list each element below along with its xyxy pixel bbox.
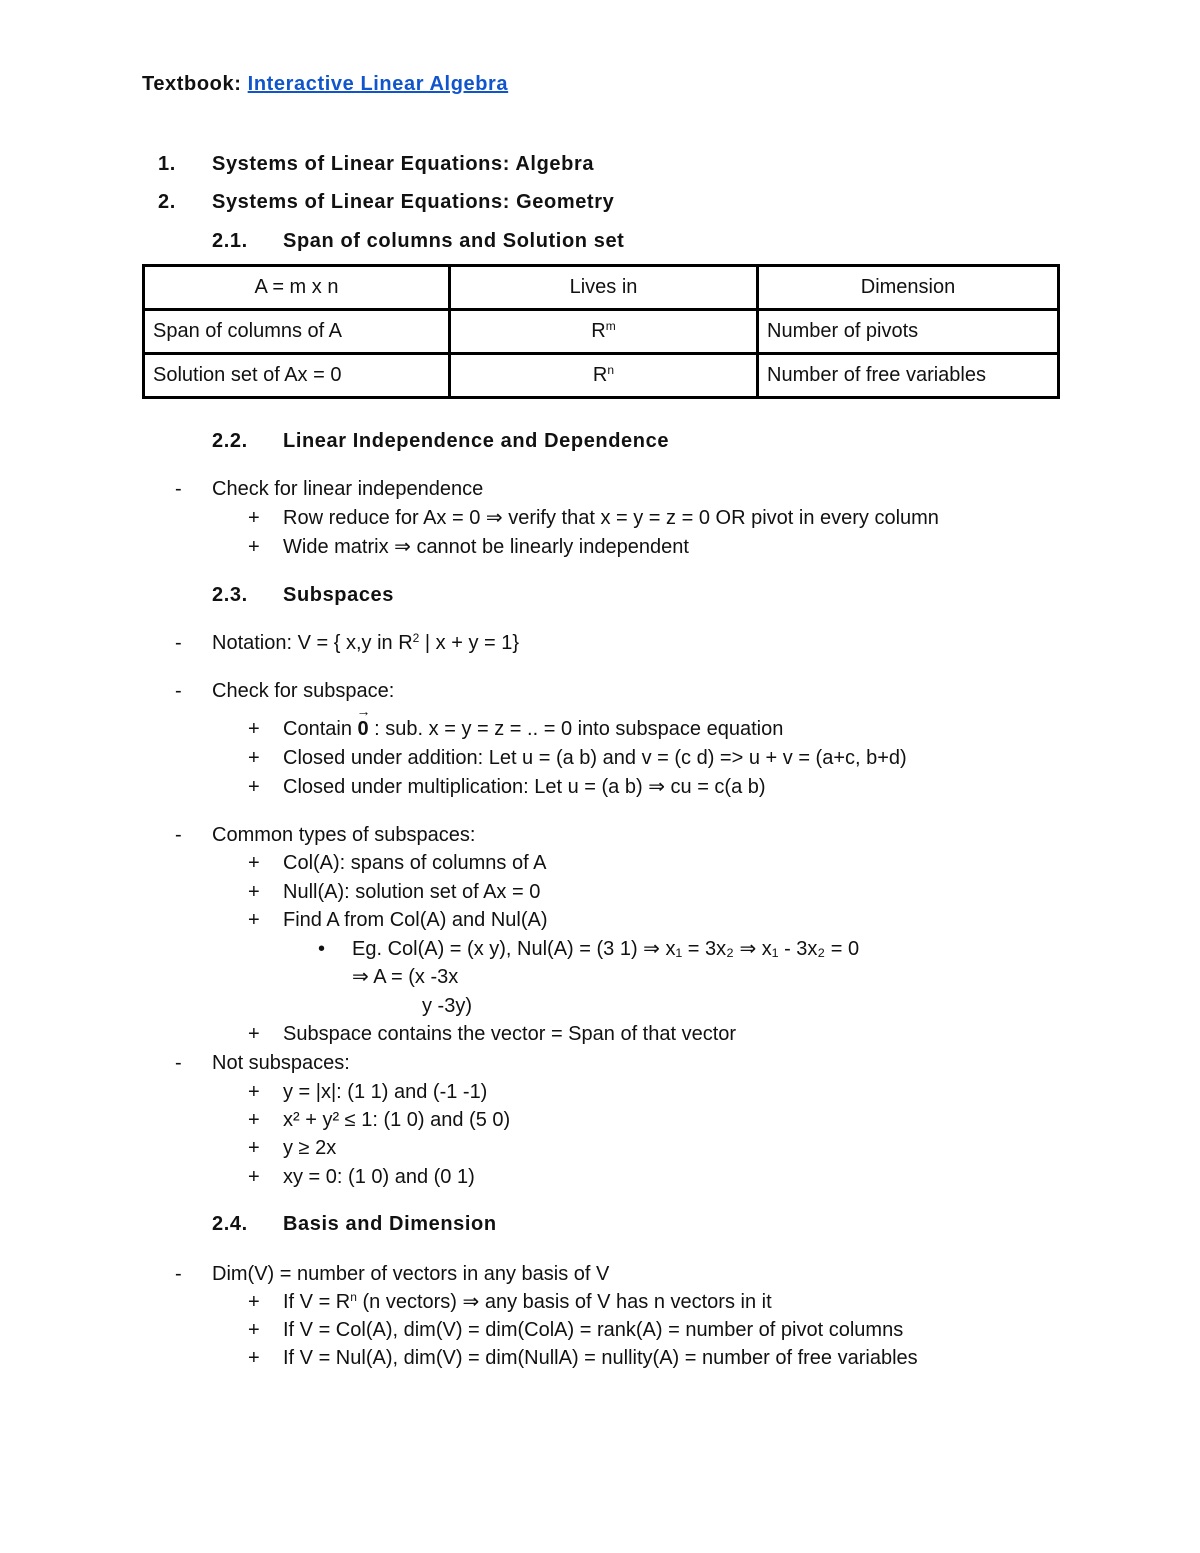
section-number-2-3: 2.3.: [212, 584, 248, 606]
contain-text: : sub. x = y = z = .. = 0 into subspace equation: [368, 718, 784, 740]
dash-bullet: -: [175, 680, 182, 702]
zero-vector-symbol: → 0: [358, 719, 369, 739]
outline-title-2: Systems of Linear Equations: Geometry: [212, 191, 615, 213]
notation-text: Notation: V = { x,y in R: [212, 632, 413, 654]
list-item: Not subspaces:: [212, 1052, 350, 1074]
list-item: Closed under addition: Let u = (a b) and v = (c d) => u + v = (a+c, b+d): [283, 747, 907, 769]
table-row: [144, 310, 1059, 354]
list-item: Common types of subspaces:: [212, 824, 476, 846]
plus-bullet: +: [248, 1319, 260, 1341]
span-solution-table: [142, 264, 1060, 399]
dash-bullet: -: [175, 632, 182, 654]
space-symbol: R: [592, 364, 608, 386]
table-row: [144, 354, 1059, 398]
rn-exponent: n: [350, 1290, 357, 1304]
section-number-2-4: 2.4.: [212, 1213, 248, 1235]
dash-bullet: -: [175, 478, 182, 500]
dot-bullet: •: [318, 938, 326, 960]
rn-text: (n vectors) ⇒ any basis of V has n vectors in it: [356, 1291, 772, 1313]
table-header-cell: Dimension: [758, 266, 1059, 310]
notation-exponent: 2: [412, 631, 420, 645]
plus-bullet: +: [248, 1137, 260, 1159]
plus-bullet: +: [248, 1347, 260, 1369]
matrix-line: ⇒ A = (x -3x: [352, 966, 459, 988]
plus-bullet: +: [248, 1109, 260, 1131]
list-item: If V = Col(A), dim(V) = dim(ColA) = rank(A) = number of pivot columns: [283, 1319, 904, 1341]
plus-bullet: +: [248, 776, 260, 798]
plus-bullet: +: [248, 881, 260, 903]
outline-number-2: 2.: [158, 191, 176, 213]
plus-bullet: +: [248, 852, 260, 874]
plus-bullet: +: [248, 909, 260, 931]
matrix-line: y -3y): [422, 995, 472, 1017]
section-number-2-1: 2.1.: [212, 230, 248, 252]
list-item: y = |x|: (1 1) and (-1 -1): [283, 1081, 488, 1103]
notation-text: | x + y = 1}: [419, 632, 520, 654]
table-cell: [450, 310, 758, 354]
section-title-2-2: Linear Independence and Dependence: [283, 430, 670, 452]
list-item: Find A from Col(A) and Nul(A): [283, 909, 548, 931]
plus-bullet: +: [248, 718, 260, 740]
plus-bullet: +: [248, 747, 260, 769]
contain-text: Contain: [283, 718, 358, 740]
section-title-2-4: Basis and Dimension: [283, 1213, 497, 1235]
dash-bullet: -: [175, 1052, 182, 1074]
plus-bullet: +: [248, 536, 260, 558]
list-item: x² + y² ≤ 1: (1 0) and (5 0): [283, 1109, 511, 1131]
section-title-2-3: Subspaces: [283, 584, 395, 606]
list-item: Subspace contains the vector = Span of that vector: [283, 1023, 737, 1045]
plus-bullet: +: [248, 1291, 260, 1313]
list-item: Check for subspace:: [212, 680, 395, 702]
textbook-label: Textbook:: [142, 73, 242, 95]
space-symbol: R: [591, 320, 606, 342]
list-item: Dim(V) = number of vectors in any basis of V: [212, 1263, 610, 1285]
list-item: Eg. Col(A) = (x y), Nul(A) = (3 1) ⇒ x₁ = 3x₂ ⇒ x₁ - 3x₂ = 0: [352, 938, 860, 960]
section-title-2-1: Span of columns and Solution set: [283, 230, 625, 252]
plus-bullet: +: [248, 1023, 260, 1045]
plus-bullet: +: [248, 1166, 260, 1188]
table-header-cell: A = m x n: [144, 266, 450, 310]
list-item: Check for linear independence: [212, 478, 484, 500]
dash-bullet: -: [175, 1263, 182, 1285]
list-item: xy = 0: (1 0) and (0 1): [283, 1166, 475, 1188]
table-header-row: [144, 266, 1059, 310]
dash-bullet: -: [175, 824, 182, 846]
table-cell: Number of pivots: [758, 310, 1059, 354]
list-item: Col(A): spans of columns of A: [283, 852, 547, 874]
list-item: Row reduce for Ax = 0 ⇒ verify that x = y = z = 0 OR pivot in every column: [283, 507, 939, 529]
list-item: [283, 1292, 772, 1312]
section-number-2-2: 2.2.: [212, 430, 248, 452]
list-item: [212, 633, 519, 653]
plus-bullet: +: [248, 1081, 260, 1103]
table-cell: Number of free variables: [758, 354, 1059, 398]
outline-title-1: Systems of Linear Equations: Algebra: [212, 153, 595, 175]
table-cell: Solution set of Ax = 0: [144, 354, 450, 398]
list-item: [283, 719, 783, 739]
table-header-cell: Lives in: [450, 266, 758, 310]
list-item: Null(A): solution set of Ax = 0: [283, 881, 541, 903]
list-item: Closed under multiplication: Let u = (a b) ⇒ cu = c(a b): [283, 776, 766, 798]
outline-number-1: 1.: [158, 153, 176, 175]
list-item: Wide matrix ⇒ cannot be linearly independent: [283, 536, 689, 558]
textbook-header: [142, 74, 508, 94]
rn-text: If V = R: [283, 1291, 351, 1313]
plus-bullet: +: [248, 507, 260, 529]
table-cell: Span of columns of A: [144, 310, 450, 354]
list-item: y ≥ 2x: [283, 1137, 337, 1159]
table-cell: [450, 354, 758, 398]
textbook-link[interactable]: Interactive Linear Algebra: [247, 73, 509, 95]
space-exponent: m: [605, 319, 616, 333]
list-item: If V = Nul(A), dim(V) = dim(NullA) = nullity(A) = number of free variables: [283, 1347, 918, 1369]
space-exponent: n: [607, 363, 615, 377]
